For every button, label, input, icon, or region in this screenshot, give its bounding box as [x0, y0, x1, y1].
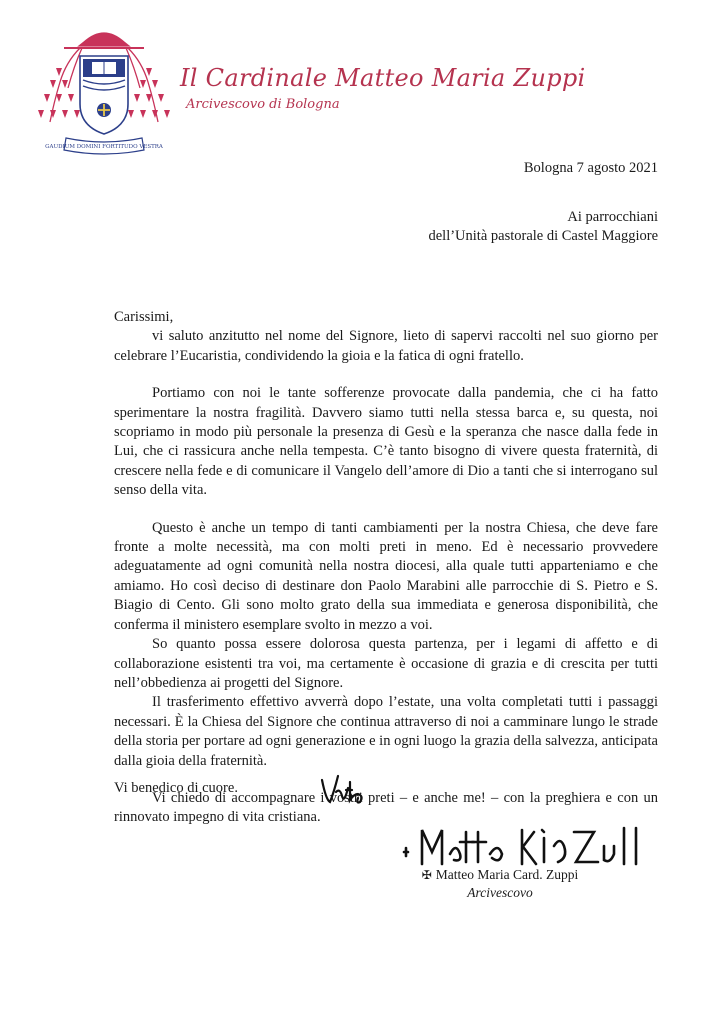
paragraph-6: Vi chiedo di accompagnare i vostri preti – e anche me! – con la preghiera e con un rinnovato impegno di vita cristiana.	[114, 789, 658, 826]
paragraph-3: Questo è anche un tempo di tanti cambiamenti per la nostra Chiesa, che deve fare fronte a molte necessità, ma con molti preti in meno. Ed è necessario provvedere adeguatamente ad ogni comunità nella nostra diocesi, alla quale tutti apparteniamo e che amiamo. Ho così deciso di destinare don Paolo Marabini alle parrocchie di S. Pietro e S. Biagio di Cento. Gli sono molto grato della sua immediata e generosa disponibilità, che conferma il ministero esemplare svolto in mezzo a voi.	[114, 519, 658, 633]
salutation: Carissimi,	[114, 309, 174, 325]
coat-of-arms-icon	[30, 22, 178, 164]
paragraph-2: Portiamo con noi le tante sofferenze provocate dalla pandemia, che ci ha fatto sperimentare la nostra fragilità. Davvero siamo tutti nella stessa barca e, su questa, noi scopriamo in modo più personale la presenza di Gesù e la speranza che nasce dalla fede in Lui, che ci rassicura anche nella tempesta. C’è tanto bisogno di vivere questa fraternità, di crescere nella fede e di comunicare il Vangelo dell’amore di Dio a tanti che si interrogano sul senso della vita.	[114, 385, 658, 499]
handwritten-initials-icon	[318, 770, 378, 810]
paragraph-1: vi saluto anzitutto nel nome del Signore, lieto di sapervi raccolti nel suo giorno per celebrare l’Eucaristia, condividendo la gioia e la fatica di ogni fratello.	[114, 328, 658, 364]
signer-role: Arcivescovo	[467, 885, 533, 900]
letter-date: Bologna 7 agosto 2021	[523, 160, 658, 176]
letterhead-subtitle: Arcivescovo di Bologna	[186, 97, 340, 112]
recipient-line-2: dell’Unità pastorale di Castel Maggiore	[428, 228, 658, 244]
letter-body	[114, 308, 658, 828]
svg-text:GAUDIUM DOMINI FORTITUDO VESTR: GAUDIUM DOMINI FORTITUDO VESTRA	[45, 144, 163, 150]
paragraph-5: Il trasferimento effettivo avverrà dopo l’estate, una volta completati tutti i passaggi necessari. È la Chiesa del Signore che continua attraverso di noi a camminare lungo le strade della storia per portare ad ogni generazione e in ogni luogo la grazia della salvezza, anticipata dalla gioia della fraternità.	[114, 694, 658, 769]
recipient-block	[428, 208, 658, 246]
paragraph-4: So quanto possa essere dolorosa questa partenza, per i legami di affetto e di collaborazione esistenti tra voi, ma certamente è occasione di grazia e di crescita per tutti nell’obbedienza ai progetti del Signore.	[114, 636, 658, 691]
signer-block	[400, 866, 600, 902]
recipient-line-1: Ai parrocchiani	[567, 209, 658, 225]
signer-name: Matteo Maria Card. Zuppi	[435, 867, 579, 882]
cross-icon: ✠	[421, 868, 432, 882]
letterhead-title: Il Cardinale Matteo Maria Zuppi	[180, 64, 586, 92]
closing-line: Vi benedico di cuore.	[114, 780, 238, 796]
